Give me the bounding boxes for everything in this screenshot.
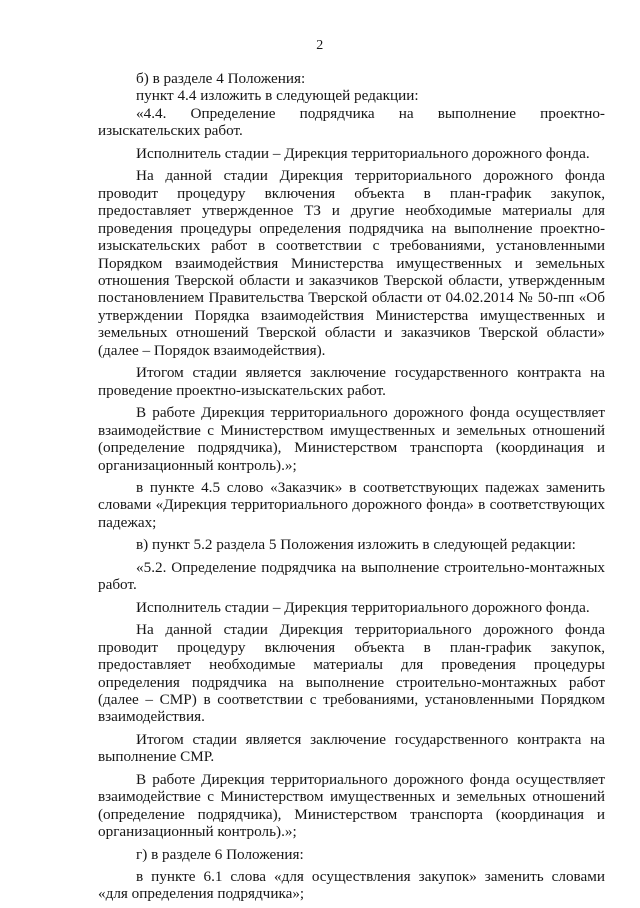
paragraph: В работе Дирекция территориального дорожного фонда осуществляет взаимодействие с Министерством имущественных и земельных отношений (определение подрядчика), Министерством транспорта (координация и организационный контроль).»; xyxy=(98,404,605,474)
paragraph: в пункте 4.5 слово «Заказчик» в соответствующих падежах заменить словами «Дирекция территориального дорожного фонда» в соответствующих падежах; xyxy=(98,478,605,531)
paragraph: Итогом стадии является заключение государственного контракта на выполнение СМР. xyxy=(98,730,605,766)
paragraph: г) в разделе 6 Положения: xyxy=(136,845,304,863)
paragraph: «5.2. Определение подрядчика на выполнение строительно-монтажных работ. xyxy=(98,558,605,594)
paragraph: пункт 4.4 изложить в следующей редакции: xyxy=(136,87,419,105)
paragraph: в) пункт 5.2 раздела 5 Положения изложить в следующей редакции: xyxy=(136,536,576,554)
page-number: 2 xyxy=(316,38,324,53)
paragraph: В работе Дирекция территориального дорожного фонда осуществляет взаимодействие с Министерством имущественных и земельных отношений (определение подрядчика), Министерством транспорта (координация и организационный контроль).»; xyxy=(98,770,605,841)
paragraph: Итогом стадии является заключение государственного контракта на проведение проектно-изыскательских работ. xyxy=(98,364,605,399)
paragraph: На данной стадии Дирекция территориального дорожного фонда проводит процедуру включения объекта в план-график закупок, предоставляет утвержденное ТЗ и другие необходимые материалы для проведения процедуры определения подрядчика на выполнение проектно-изыскательских работ в соответствии с требованиями, установленными Порядком взаимодействия Министерства имущественных и земельных отношения Тверской области и заказчиков Тверской области, утвержденным постановлением Правительства Тверской области от 04.02.2014 № 50-пп «Об утверждении Порядка взаимодействия Министерства имущественных и земельных отношений Тверской области и заказчиков Тверской области» (далее – Порядок взаимодействия). xyxy=(98,167,605,359)
paragraph: На данной стадии Дирекция территориального дорожного фонда проводит процедуру включения объекта в план-график закупок, предоставляет необходимые материалы для проведения процедуры определения подрядчика на выполнение строительно-монтажных работ (далее – СМР) в соответствии с требованиями, установленными Порядком взаимодействия. xyxy=(98,621,605,726)
paragraph: Исполнитель стадии – Дирекция территориального дорожного фонда. xyxy=(136,598,590,616)
paragraph: «4.4. Определение подрядчика на выполнение проектно-изыскательских работ. xyxy=(98,104,605,140)
document-body xyxy=(98,70,605,908)
paragraph: Исполнитель стадии – Дирекция территориального дорожного фонда. xyxy=(136,144,590,162)
paragraph: б) в разделе 4 Положения: xyxy=(136,70,306,87)
paragraph: в пункте 6.1 слова «для осуществления закупок» заменить словами «для определения подрядчика»; xyxy=(98,868,605,903)
